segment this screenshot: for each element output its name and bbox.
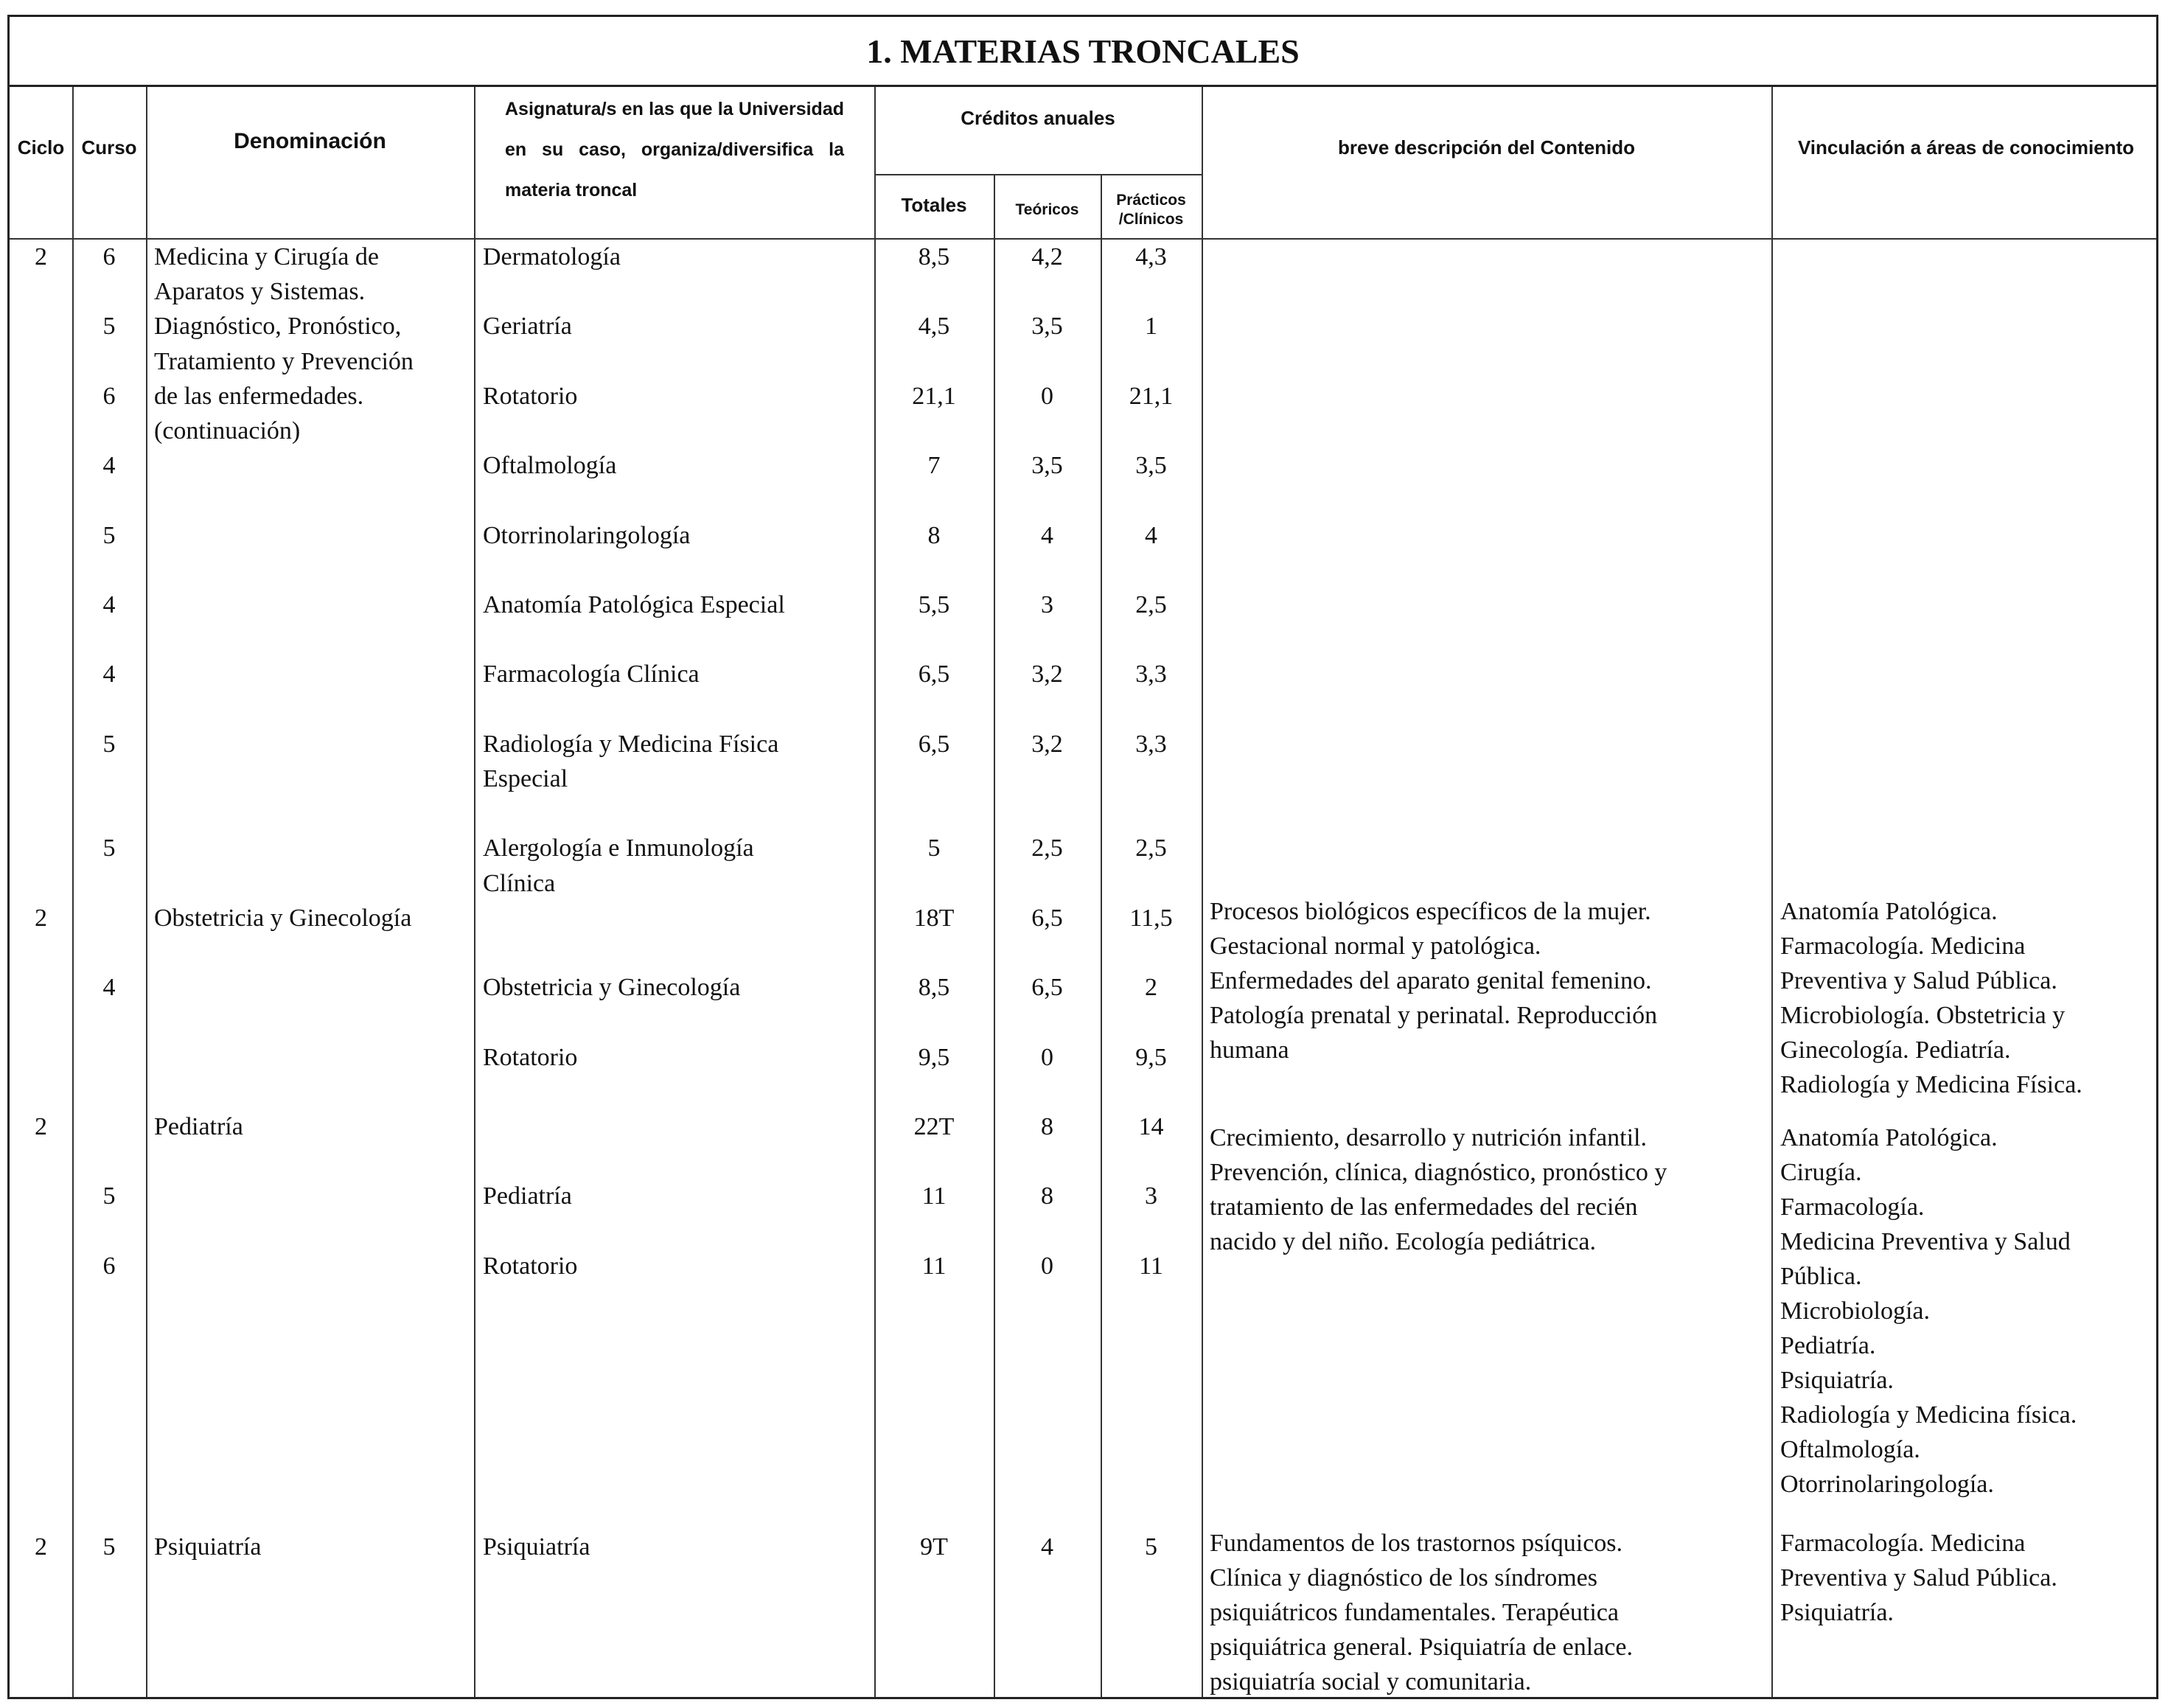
cell-asignatura: Farmacología Clínica (483, 660, 700, 689)
text-line: Cirugía. (1780, 1159, 1862, 1186)
cell-asignatura: Obstetricia y Ginecología (483, 974, 741, 1002)
cell-practicos: 3,3 (1135, 730, 1167, 758)
cell-curso: 5 (102, 521, 116, 549)
cell-totales: 8 (927, 521, 941, 549)
cell-teoricos: 0 (1041, 1043, 1053, 1071)
cell-denominacion: de las enfermedades. (154, 382, 364, 410)
vinculacion-obstetricia (1780, 894, 2082, 1102)
text-line: Otorrinolaringología. (1780, 1471, 1994, 1498)
cell-totales: 9,5 (918, 1043, 950, 1071)
cell-teoricos: 8 (1041, 1182, 1053, 1210)
cell-practicos: 2,5 (1135, 834, 1167, 862)
text-line: Anatomía Patológica. (1780, 898, 1998, 925)
text-line: Microbiología. Obstetricia y (1780, 1002, 2066, 1029)
text-line: Preventiva y Salud Pública. (1780, 967, 2057, 994)
vinculacion-psiquiatria (1780, 1526, 2057, 1630)
cell-totales: 8,5 (918, 243, 950, 271)
cell-denominacion: (continuación) (154, 417, 301, 445)
cell-curso: 6 (102, 243, 116, 271)
cell-asignatura: Otorrinolaringología (483, 521, 691, 549)
text-line: Farmacología. Medicina (1780, 933, 2026, 960)
column-divider (1202, 87, 1203, 1697)
text-line: Gestacional normal y patológica. (1210, 933, 1541, 960)
cell-practicos: 11 (1139, 1252, 1163, 1280)
text-line: Microbiología. (1780, 1297, 1931, 1325)
cell-practicos: 4,3 (1135, 243, 1167, 271)
cell-practicos: 21,1 (1129, 382, 1174, 410)
cell-curso: 4 (102, 660, 116, 689)
text-line: Preventiva y Salud Pública. (1780, 1564, 2057, 1592)
header-practicos: Prácticos /Clínicos (1116, 192, 1186, 228)
psiquiatria-asignatura: Psiquiatría (483, 1533, 590, 1561)
cell-practicos: 4 (1145, 521, 1157, 549)
text-line: Radiología y Medicina Física. (1780, 1071, 2082, 1098)
text-line: psiquiátricos fundamentales. Terapéutica (1210, 1599, 1619, 1626)
cell-asignatura: Pediatría (483, 1182, 572, 1210)
cell-curso: 4 (102, 974, 116, 1002)
cell-totales: 11 (921, 1182, 947, 1210)
cell-practicos: 11,5 (1129, 904, 1173, 932)
cell-teoricos: 0 (1041, 382, 1053, 410)
cell-totales: 5,5 (918, 591, 950, 618)
cell-teoricos: 4 (1041, 521, 1053, 549)
cell-totales: 22T (913, 1113, 955, 1140)
psiquiatria-curso: 5 (102, 1533, 116, 1561)
cell-practicos: 14 (1138, 1113, 1164, 1140)
header-descripcion: breve descripción del Contenido (1337, 136, 1636, 158)
psiquiatria-denominacion: Psiquiatría (154, 1533, 262, 1561)
cell-teoricos: 3,2 (1031, 660, 1063, 689)
cell-teoricos: 6,5 (1031, 974, 1063, 1002)
cell-totales: 18T (913, 904, 955, 932)
cell-asignatura: Rotatorio (483, 1043, 578, 1071)
text-line: psiquiatría social y comunitaria. (1210, 1668, 1532, 1695)
cell-practicos: 2,5 (1135, 591, 1167, 618)
text-line: Medicina Preventiva y Salud (1780, 1228, 2071, 1255)
cell-teoricos: 0 (1041, 1252, 1053, 1280)
cell-teoricos: 6,5 (1031, 904, 1063, 932)
text-line: Enfermedades del aparato genital femenino. (1210, 967, 1652, 994)
cell-teoricos: 2,5 (1031, 834, 1063, 862)
psiquiatria-totales: 9T (920, 1533, 948, 1561)
cell-ciclo: 2 (35, 904, 47, 932)
cell-curso: 5 (102, 313, 116, 341)
text-line: Crecimiento, desarrollo y nutrición infantil. (1210, 1124, 1647, 1151)
description-psiquiatria (1210, 1526, 1759, 1699)
text-line: Procesos biológicos específicos de la mujer. (1210, 898, 1651, 925)
cell-curso: 6 (102, 382, 116, 410)
cell-asignatura: Geriatría (483, 313, 572, 341)
text-line: Farmacología. (1780, 1193, 1925, 1221)
cell-totales: 6,5 (918, 730, 950, 758)
text-line: Pediatría. (1780, 1332, 1876, 1359)
cell-totales: 5 (927, 834, 941, 862)
cell-curso: 5 (102, 730, 116, 758)
cell-totales: 11 (921, 1252, 947, 1280)
text-line: Psiquiatría. (1780, 1599, 1894, 1626)
text-line: Radiología y Medicina física. (1780, 1401, 2077, 1429)
text-line: Pública. (1780, 1263, 1862, 1290)
text-line: Fundamentos de los trastornos psíquicos. (1210, 1530, 1623, 1557)
header-vinculacion: Vinculación a áreas de conocimiento (1797, 136, 2135, 158)
header-asignatura: Asignatura/s en las que la Universidad en su caso, organiza/diversifica la materia troncal (505, 99, 844, 201)
column-divider (146, 87, 147, 1697)
cell-asignatura: Anatomía Patológica Especial (483, 591, 785, 618)
document-sheet (7, 15, 2158, 1699)
cell-teoricos: 3,2 (1031, 730, 1063, 758)
header-totales: Totales (901, 194, 967, 216)
psiquiatria-ciclo: 2 (35, 1533, 47, 1561)
text-line: Patología prenatal y perinatal. Reproducción (1210, 1002, 1658, 1029)
header-curso: Curso (81, 136, 137, 158)
cell-curso: 5 (102, 1182, 116, 1210)
column-divider (474, 87, 475, 1697)
cell-teoricos: 3,5 (1031, 313, 1063, 341)
cell-totales: 7 (927, 452, 941, 480)
psiquiatria-teoricos: 4 (1041, 1533, 1053, 1561)
cell-denominacion: Pediatría (154, 1113, 243, 1140)
column-divider (1771, 87, 1773, 1697)
page-title: 1. MATERIAS TRONCALES (10, 17, 2156, 87)
cell-curso: 5 (102, 834, 116, 862)
text-line: Anatomía Patológica. (1780, 1124, 1998, 1151)
cell-asignatura: Dermatología (483, 243, 621, 271)
text-line: Farmacología. Medicina (1780, 1530, 2026, 1557)
text-line: Oftalmología. (1780, 1436, 1920, 1463)
cell-practicos: 3 (1145, 1182, 1157, 1210)
text-line: Prevención, clínica, diagnóstico, pronóstico y (1210, 1159, 1667, 1186)
creditos-subheader-rule (874, 174, 1202, 175)
cell-asignatura: Oftalmología (483, 452, 617, 480)
cell-asignatura: Radiología y Medicina Física (483, 730, 779, 758)
cell-practicos: 9,5 (1135, 1043, 1167, 1071)
header-teoricos: Teóricos (1015, 201, 1079, 218)
text-line: psiquiátrica general. Psiquiatría de enlace. (1210, 1634, 1633, 1661)
cell-asignatura: Alergología e Inmunología (483, 834, 754, 862)
text-line: Clínica y diagnóstico de los síndromes (1210, 1564, 1597, 1592)
cell-practicos: 2 (1145, 974, 1157, 1002)
cell-practicos: 3,3 (1135, 660, 1167, 689)
header-denominacion: Denominación (234, 129, 386, 153)
text-line: tratamiento de las enfermedades del recién (1210, 1193, 1638, 1221)
cell-practicos: 3,5 (1135, 452, 1167, 480)
cell-asignatura: Rotatorio (483, 382, 578, 410)
cell-practicos: 1 (1145, 313, 1157, 341)
cell-totales: 8,5 (918, 974, 950, 1002)
cell-asignatura: Clínica (483, 869, 556, 897)
cell-teoricos: 4,2 (1031, 243, 1063, 271)
header-ciclo: Ciclo (17, 136, 65, 158)
psiquiatria-practicos: 5 (1145, 1533, 1157, 1561)
cell-denominacion: Medicina y Cirugía de (154, 243, 379, 271)
cell-curso: 4 (102, 452, 116, 480)
cell-ciclo: 2 (35, 1113, 47, 1140)
description-pediatria (1210, 1120, 1759, 1259)
cell-denominacion: Diagnóstico, Pronóstico, (154, 313, 402, 341)
cell-denominacion: Aparatos y Sistemas. (154, 278, 366, 306)
cell-teoricos: 3 (1041, 591, 1053, 618)
cell-totales: 4,5 (918, 313, 950, 341)
cell-totales: 6,5 (918, 660, 950, 689)
text-line: nacido y del niño. Ecología pediátrica. (1210, 1228, 1596, 1255)
cell-asignatura: Especial (483, 765, 568, 792)
cell-ciclo: 2 (35, 243, 47, 271)
vinculacion-pediatria (1780, 1120, 2077, 1502)
header-creditos: Créditos anuales (961, 107, 1115, 129)
cell-curso: 4 (102, 591, 116, 618)
cell-teoricos: 3,5 (1031, 452, 1063, 480)
cell-asignatura: Rotatorio (483, 1252, 578, 1280)
cell-totales: 21,1 (912, 382, 956, 410)
text-line: humana (1210, 1036, 1289, 1064)
text-line: Psiquiatría. (1780, 1367, 1894, 1394)
cell-denominacion: Obstetricia y Ginecología (154, 904, 412, 932)
cell-denominacion: Tratamiento y Prevención (154, 347, 414, 375)
text-line: Ginecología. Pediatría. (1780, 1036, 2011, 1064)
description-obstetricia (1210, 894, 1759, 1067)
cell-curso: 6 (102, 1252, 116, 1280)
cell-teoricos: 8 (1041, 1113, 1053, 1140)
